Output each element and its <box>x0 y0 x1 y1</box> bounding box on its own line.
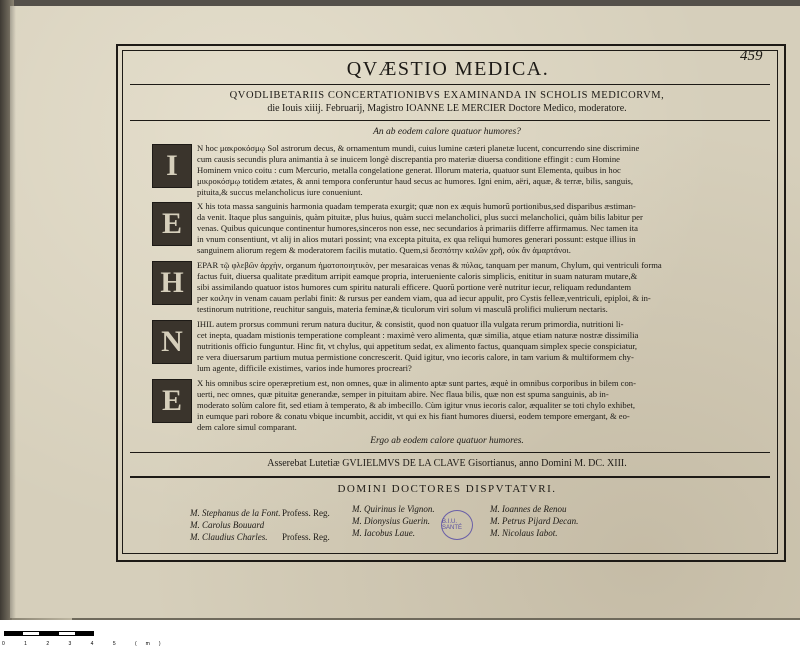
text-line: sibi assimilando quatuor istos humores cum spiritu naturali efficere. Quorū portione verè nutritur iecur, reliquam redundantem <box>197 282 632 293</box>
text-line: da venit. Itaque plus sanguinis, quàm pituitæ, plus huius, quàm succi melancholici, plus succi melancholici, quàm bilis labitur per <box>197 212 643 223</box>
heading-rule <box>130 120 770 121</box>
text-line: X his omnibus scire operæpretium est, non omnes, quæ in alimento aptæ sunt partes, æquè in omnibus corporibus in bilem con- <box>197 378 636 388</box>
doctor-name: M. Claudius Charles. <box>190 532 268 542</box>
text-line: N hoc μακρoκόσμῳ Sol astrorum decus, & ornamentum mundi, cuius lumine cæteri planetæ lucent, concurrendo sine discrimine <box>197 143 640 153</box>
doctor-title: Profess. Reg. <box>282 508 330 518</box>
text-line: testinorum nutritione, reuchitur sanguis, materia feminæ,& ticulorum viri solum vi masculâ prolifici mulierum nectaris. <box>197 304 608 315</box>
paragraph-1 <box>152 143 760 198</box>
scan-scale-area <box>0 620 800 660</box>
paragraph-4 <box>152 319 760 374</box>
paragraph-5 <box>152 378 760 433</box>
text-line: per κοιλην in venam cauam perlabi finit: & rursus per eandem viam, qua ad iecur appulit, pro Cystis felleæ,ventriculi, epiploi, & in- <box>197 293 651 304</box>
text-line: cum causis secundis plura animantia à se inuicem longè discrepantia pro materiæ diuersa conditione effingit : cum Homine <box>197 154 620 165</box>
drop-initial: I <box>152 144 192 188</box>
scale-bar <box>4 631 94 636</box>
doctor-name: M. Stephanus de la Font. <box>190 508 281 518</box>
text-line: moderato solùm calore fit, sed etiam à temperato, & ab imbecillo. Cùm igitur vnus iecoris calor, æqualiter se toti chylo exhibet, <box>197 400 636 411</box>
thesis-heading: QVODLIBETARIIS CONCERTATIONIBVS EXAMINANDA IN SCHOLIS MEDICORVM, <box>229 90 665 101</box>
text-line: cet inepta, quadam mistionis temperatione compleant : maximè vero alimenta, quæ similia, atque etiam naturæ nostræ dissimilia <box>197 330 639 341</box>
text-line: μικροκόσμῳ totidem ætates, & anni tempora conferuntur haud secus ac humores. Igni enim, aëri, aquæ, & terræ, bilis, sanguis, <box>197 176 634 187</box>
doctor-name: M. Iacobus Laue. <box>352 528 415 538</box>
defense-statement: Asserebat Lutetiæ GVLIELMVS DE LA CLAVE Gisortianus, anno Domini M. DC. XIII. <box>267 458 627 469</box>
doctor-title: Profess. Reg. <box>282 532 330 542</box>
drop-initial: H <box>152 261 192 305</box>
conclusion-rule <box>130 452 770 453</box>
doctor-name: M. Ioannes de Renou <box>490 504 567 514</box>
thesis-conclusion: Ergo ab eodem calore quatuor humores. <box>370 436 524 446</box>
doctor-name: M. Petrus Pijard Decan. <box>490 516 579 526</box>
text-line: re vera diuersarum partium mutua permistione concrescerit. Quid igitur, vno iecoris calore, in tam varium & multiformem chy- <box>197 352 634 363</box>
text-line: factus fuit, diuersa qualitate præditum arripit eamque propria, interueniente caloris simplicis, enititur in suam naturam mutare,& <box>197 271 638 282</box>
page-title: QVÆSTIO MEDICA. <box>346 58 550 80</box>
page-fold-shadow <box>10 6 16 618</box>
text-line: dem calore simul comparant. <box>197 422 297 433</box>
doctor-name: M. Carolus Bouuard <box>190 520 265 530</box>
doctor-name: M. Quirinus le Vignon. <box>352 504 435 514</box>
text-line: in vnum consentiunt, vt alij in alios mutari possint; vna excepta pituita, ex qua reliqui humores generari possunt: estque illius in <box>197 234 636 245</box>
text-line: Hominem vnico coitu : cum Mercurio, metalla congelatione generat. Illorum materia, quatuor sunt Elementa, quibus in hoc <box>197 165 621 176</box>
text-line: in eumque pari robore & conatu vbique incumbit, accidit, vt qui ex his fiant humores diuersi, eodem tempore emergant, & eo- <box>197 411 630 422</box>
scale-labels: 0 1 2 3 4 5 (m) <box>2 641 170 647</box>
text-line: IHIL autem prorsus communi rerum natura ducitur, & consistit, quod non quatuor illa vulgata rerum primordia, nutritioni li- <box>197 319 624 329</box>
text-line: lum agente, difficile existimes, varios inde humores procreari? <box>197 363 412 374</box>
doctors-rule <box>130 476 770 478</box>
doctor-name: M. Nicolaus Iabot. <box>490 528 558 538</box>
drop-initial: N <box>152 320 192 364</box>
text-line: EPAR τῷ φλεβῶν ἀρχὴν, organum ἡματοποιητικὸν, per mesaraicas venas & πύλας, tanquam per manum, Chylum, qui ventriculi forma <box>197 260 662 270</box>
text-line: pituita,& succus melancholicus iure conueniunt. <box>197 187 363 198</box>
text-line: venas. Quibus quicunque continentur humores,sinceros non esse, nec secundarios à primariis differre affirmamus. Nec tamen ita <box>197 223 638 234</box>
doctors-heading: DOMINI DOCTORES DISPVTATVRI. <box>337 483 557 495</box>
page-number: 459 <box>740 48 763 64</box>
title-rule <box>130 84 770 85</box>
paragraph-2 <box>152 201 760 256</box>
doctor-name: M. Dionysius Guerin. <box>352 516 430 526</box>
thesis-question: An ab eodem calore quatuor humores? <box>373 127 521 137</box>
thesis-subheading: die Iouis xiiij. Februarij, Magistro IOANNE LE MERCIER Doctore Medico, moderatore. <box>267 103 627 114</box>
text-line: uerti, nec omnes, quæ pituitæ generandæ, semper in pituitam abire. Nec flaua bilis, quæ non est spuma sanguinis, ab in- <box>197 389 609 400</box>
text-line: X his tota massa sanguinis harmonia quadam temperata exurgit; quæ non ex æquis humorū portionibus,sed disparibus æstiman- <box>197 201 636 211</box>
paragraph-3 <box>152 260 760 315</box>
drop-initial: E <box>152 202 192 246</box>
drop-initial: E <box>152 379 192 423</box>
text-line: sanguinem aliorum regem & moderatorem facilis mutatio. Quem,si δεσπότην καλῶν χρῆ, οὐκ ἂν ἁμαρτάνοι. <box>197 245 571 256</box>
text-line: nutritionis officio funguntur. Hinc fit, vt chylus, qui appetitum sedat, ex alimento factus, quanquam simplex specie conspiciatur, <box>197 341 638 352</box>
library-stamp: B.I.U. SANTÉ <box>441 510 473 540</box>
